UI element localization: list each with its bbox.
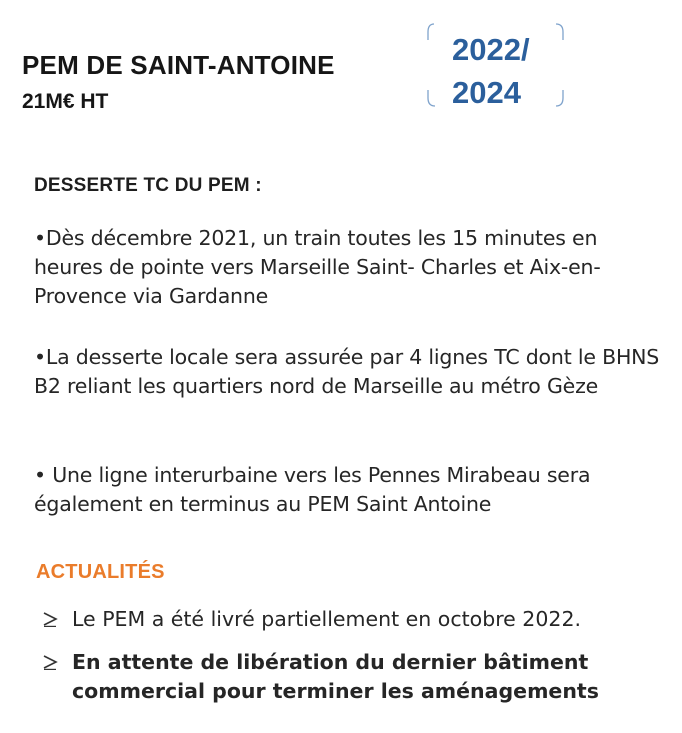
desserte-item-local-lines: •La desserte locale sera assurée par 4 lignes TC dont le BHNS B2 reliant les quartiers nord de Marseille au métro Gèze	[34, 345, 660, 398]
arrow-right-icon	[42, 611, 58, 627]
project-period	[426, 22, 566, 108]
news-item	[42, 648, 642, 708]
news-item-text: Le PEM a été livré partiellement en octobre 2022.	[72, 607, 581, 631]
news-item	[42, 605, 672, 635]
project-title: PEM DE SAINT-ANTOINE	[22, 50, 335, 80]
desserte-item-train: •Dès décembre 2021, un train toutes les 15 minutes en heures de pointe vers Marseille Saint- Charles et Aix-en-Provence via Gardanne	[34, 226, 601, 308]
period-end: 2024	[452, 75, 521, 110]
project-budget: 21M€ HT	[22, 90, 109, 113]
period-start: 2022/	[452, 32, 530, 67]
actualites-heading: ACTUALITÉS	[36, 561, 165, 583]
arrow-right-icon	[42, 654, 58, 670]
desserte-heading: DESSERTE TC DU PEM :	[34, 175, 262, 196]
news-item-text: En attente de libération du dernier bâtiment commercial pour terminer les aménagements	[72, 650, 599, 703]
desserte-item-interurban: • Une ligne interurbaine vers les Pennes Mirabeau sera également en terminus au PEM Saint Antoine	[34, 463, 591, 516]
